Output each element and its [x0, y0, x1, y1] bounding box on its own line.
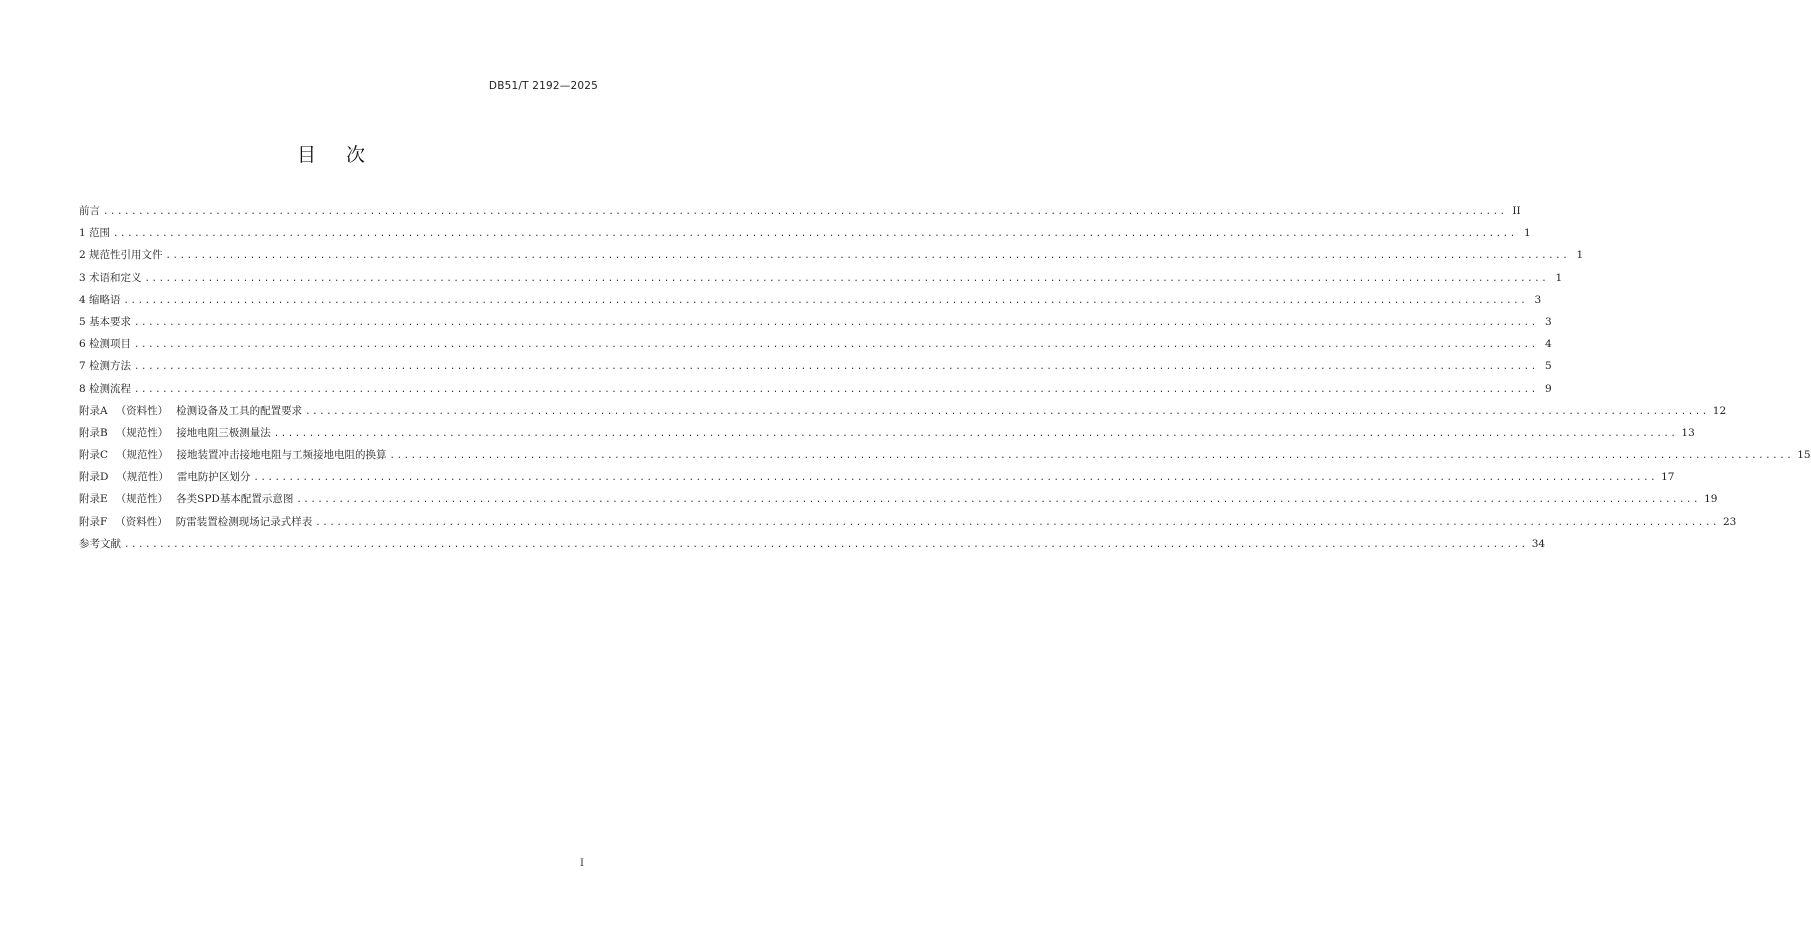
toc-entry-page: 1 — [1555, 271, 1563, 284]
toc-entry[interactable] — [79, 466, 1675, 488]
toc-entry-label — [79, 267, 145, 289]
toc-entry-label — [79, 244, 166, 266]
toc-leader-dots: ........................................................................................................................................................................................................ — [253, 473, 1658, 484]
toc-entry-page: II — [1512, 205, 1521, 217]
toc-entry-text: 各类SPD基本配置示意图 — [176, 493, 294, 506]
toc-entry-number: 附录E — [79, 493, 108, 506]
toc-leader-dots: ........................................................................................................................................................................................................ — [165, 251, 1570, 262]
toc-entry-label — [79, 222, 113, 244]
table-of-contents — [79, 200, 1811, 555]
toc-entry-label — [79, 466, 253, 488]
toc-entry-number: 7 检测方法 — [79, 360, 132, 373]
toc-entry-text: 接地电阻三极测量法 — [176, 426, 271, 439]
toc-entry[interactable] — [79, 488, 1718, 510]
toc-entry-number: 附录A — [79, 404, 108, 417]
toc-entry-number: 附录D — [79, 471, 109, 484]
standard-code: DB51/T 2192—2025 — [488, 80, 598, 92]
toc-leader-dots: ........................................................................................................................................................................................................ — [124, 539, 1528, 550]
toc-leader-dots: ........................................................................................................................................................................................................ — [134, 340, 1538, 351]
toc-entry-number: 8 检测流程 — [79, 382, 132, 395]
toc-leader-dots: ........................................................................................................................................................................................................ — [113, 229, 1517, 240]
toc-entry[interactable] — [79, 222, 1531, 244]
toc-entry[interactable] — [79, 511, 1737, 533]
toc-entry[interactable] — [79, 355, 1552, 377]
toc-entry[interactable] — [79, 400, 1727, 422]
toc-entry-page: 1 — [1524, 227, 1531, 240]
toc-entry[interactable] — [79, 533, 1546, 555]
toc-entry-number: 4 缩略语 — [79, 293, 121, 306]
toc-entry-page: 5 — [1545, 360, 1552, 373]
toc-entry-number: 附录C — [79, 449, 109, 462]
toc-title: 目次 — [296, 144, 395, 166]
toc-entry-number: 附录B — [79, 426, 108, 439]
toc-entry-page: 17 — [1661, 471, 1675, 484]
toc-entry[interactable] — [79, 200, 1521, 222]
toc-entry-label — [79, 311, 134, 333]
toc-entry-label — [79, 355, 134, 377]
toc-entry-label — [79, 444, 390, 466]
toc-entry[interactable] — [79, 311, 1552, 333]
toc-entry-page: 19 — [1704, 493, 1718, 506]
toc-entry-kind: （资料性） — [115, 404, 169, 417]
toc-entry-number: 参考文献 — [79, 537, 121, 550]
toc-leader-dots: ........................................................................................................................................................................................................ — [389, 451, 1794, 462]
toc-entry-page: 3 — [1534, 293, 1542, 306]
toc-entry[interactable] — [79, 333, 1552, 355]
toc-entry-text: 检测设备及工具的配置要求 — [176, 404, 303, 417]
toc-entry-number: 3 术语和定义 — [79, 271, 142, 284]
toc-entry-page: 1 — [1576, 249, 1584, 262]
toc-entry[interactable] — [79, 267, 1563, 289]
toc-leader-dots: ........................................................................................................................................................................................................ — [134, 384, 1538, 395]
toc-entry-number: 5 基本要求 — [79, 315, 132, 328]
toc-entry-text: 雷电防护区划分 — [176, 471, 251, 484]
toc-entry-label — [79, 200, 103, 222]
toc-entry-label — [79, 333, 134, 355]
toc-entry[interactable] — [79, 444, 1811, 466]
toc-leader-dots: ........................................................................................................................................................................................................ — [103, 207, 1507, 217]
toc-leader-dots: ........................................................................................................................................................................................................ — [144, 273, 1549, 284]
toc-entry[interactable] — [79, 244, 1584, 266]
toc-entry-number: 6 检测项目 — [79, 338, 132, 351]
toc-entry-text: 防雷装置检测现场记录式样表 — [175, 515, 313, 528]
toc-entry-page: 15 — [1797, 449, 1811, 462]
toc-leader-dots: ........................................................................................................................................................................................................ — [296, 495, 1701, 506]
toc-entry[interactable] — [79, 422, 1695, 444]
toc-entry-number: 前言 — [79, 205, 100, 217]
toc-leader-dots: ........................................................................................................................................................................................................ — [315, 517, 1719, 528]
toc-entry-label — [79, 488, 296, 510]
toc-leader-dots: ........................................................................................................................................................................................................ — [134, 317, 1538, 328]
toc-entry-number: 附录F — [79, 515, 108, 528]
toc-entry-label — [79, 289, 124, 311]
toc-leader-dots: ........................................................................................................................................................................................................ — [305, 406, 1709, 417]
toc-entry-number: 1 范围 — [79, 227, 111, 240]
toc-entry-label — [79, 400, 305, 422]
toc-entry-label — [79, 422, 274, 444]
toc-leader-dots: ........................................................................................................................................................................................................ — [134, 362, 1538, 373]
toc-entry-page: 23 — [1723, 515, 1737, 528]
toc-entry-text: 接地装置冲击接地电阻与工频接地电阻的换算 — [176, 449, 387, 462]
toc-entry[interactable] — [79, 378, 1552, 400]
toc-entry-label — [79, 511, 315, 533]
toc-entry-page: 13 — [1681, 426, 1695, 439]
toc-entry-label — [79, 378, 134, 400]
toc-entry-kind: （规范性） — [116, 471, 169, 484]
toc-entry-page: 9 — [1545, 382, 1552, 395]
page-number: I — [580, 858, 584, 869]
toc-entry-label — [79, 533, 124, 555]
toc-leader-dots: ........................................................................................................................................................................................................ — [273, 428, 1678, 439]
toc-entry[interactable] — [79, 289, 1542, 311]
toc-entry-kind: （资料性） — [115, 515, 168, 528]
toc-entry-page: 34 — [1531, 537, 1546, 550]
toc-entry-kind: （规范性） — [116, 449, 169, 462]
toc-entry-page: 3 — [1545, 315, 1552, 328]
toc-entry-number: 2 规范性引用文件 — [79, 249, 163, 262]
toc-leader-dots: ........................................................................................................................................................................................................ — [123, 295, 1528, 306]
toc-entry-kind: （规范性） — [115, 426, 169, 439]
toc-entry-page: 12 — [1712, 404, 1727, 417]
toc-entry-page: 4 — [1545, 338, 1552, 351]
toc-entry-kind: （规范性） — [115, 493, 169, 506]
